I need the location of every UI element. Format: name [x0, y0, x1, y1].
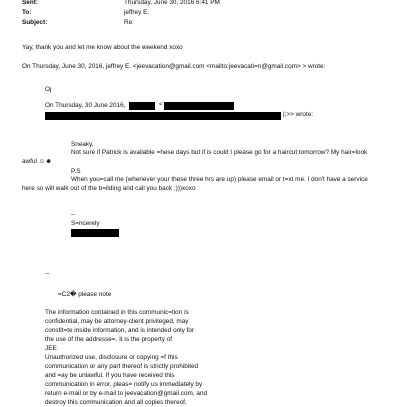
sent-value: Thursday, June 30, 2016 6:41 PM — [124, 0, 220, 6]
signature-dashes: -- — [71, 211, 76, 218]
sneaky-line3 — [22, 158, 52, 166]
disclaimer-line: the use of the addresse=. It is the property of — [45, 336, 173, 343]
sneaky-line2: Not sure if Patrick is available =hese days but if is could I please go for a haircut tomorrow? My hair=look — [71, 149, 368, 156]
quote2-suffix: |;>> wrote: — [283, 111, 314, 118]
disclaimer-line: return e-mail or by e-mail to jeevacation@gmail.com, and — [45, 390, 208, 397]
redaction-block — [71, 229, 119, 237]
disclaimer-line: JEE — [45, 345, 57, 352]
sent-label: Sent: — [22, 0, 38, 6]
disclaimer-line: constit=te inside information, and is intended only for — [45, 327, 195, 334]
quote2-lt: < — [159, 101, 163, 108]
disclaimer-line: The information contained in this communic=tion is — [45, 309, 189, 316]
disclaimer-line: confidential, may be attorney-client privileged, may — [45, 318, 189, 325]
redaction-block — [164, 102, 234, 110]
smiley-icon: ☺☻ — [38, 158, 52, 165]
redaction-block — [45, 112, 281, 120]
sneaky-text: Sneaky, — [71, 141, 94, 148]
disclaimer-line: and =ay be unlawful. If you have received this — [45, 372, 175, 379]
please-note: =C2� please note — [58, 291, 112, 298]
subject-value: Re: — [124, 19, 134, 26]
quote1-header: On Thursday, June 30, 2016, jeffrey E. <jeevacation@gmail.com <mailto:jeevacati=n@gmail.com> > wrote: — [22, 63, 326, 70]
quote2-prefix: On Thursday, 30 June 2016, — [45, 102, 126, 109]
ps-label: P.S — [71, 168, 81, 175]
redaction-block — [129, 102, 155, 110]
reply-line: Yay, thank you and let me know about the weekend xoxo — [22, 44, 183, 51]
sincerely-text: S=ncerely — [71, 220, 100, 227]
oj-text: Oj — [45, 86, 52, 93]
to-label: To: — [22, 9, 32, 16]
awful-text: awful — [22, 158, 37, 165]
to-value: jeffrey E. — [124, 9, 150, 16]
disclaimer-line: destroy this communication and all copies thereof, — [45, 399, 187, 406]
disclaimer-line: communication or any part thereof is strictly prohibited — [45, 363, 199, 370]
disclaimer-line: Unauthorized use, disclosure or copying =f this — [45, 354, 178, 361]
footer-dashes: -- — [45, 270, 50, 277]
disclaimer — [45, 308, 207, 407]
disclaimer-line: communication in error, pleas= notify us immediately by — [45, 381, 203, 388]
subject-label: Subject: — [22, 19, 48, 26]
ps-line2: here so will walk out of the b=ilding and call you back ;)))xoxo — [22, 185, 196, 192]
ps-line1: When you=call me (whenever your these three hrs are up) please email or t=xt me. I don't have a service — [71, 176, 368, 183]
